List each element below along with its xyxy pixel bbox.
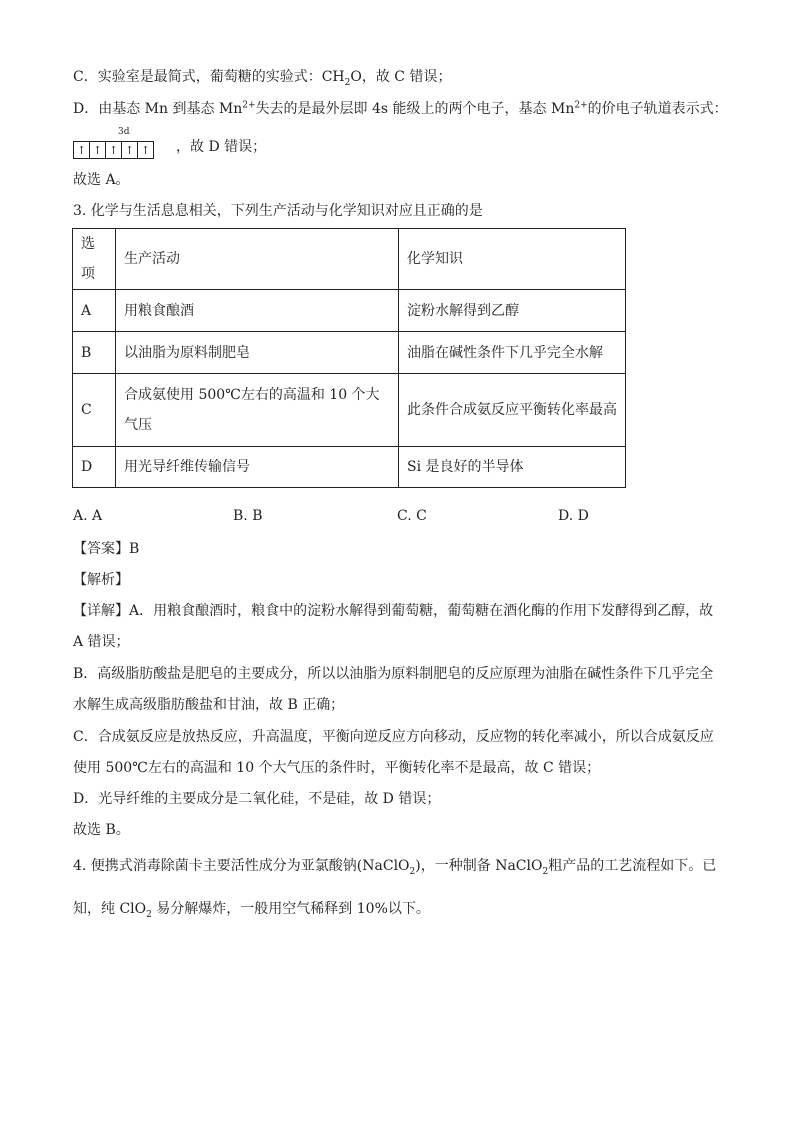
table-row (73, 332, 626, 374)
table-row (73, 447, 626, 488)
orbital-label: 3d (118, 127, 130, 137)
orbital-box: ↑ (105, 142, 121, 158)
table-cell: 淀粉水解得到乙醇 (399, 290, 626, 332)
table-cell: D (73, 447, 116, 488)
prev-conclusion: 故选 A。 (73, 172, 130, 188)
orbital-box: ↑ (89, 142, 105, 158)
table-header: 化学知识 (399, 229, 626, 290)
table-cell: A (73, 290, 116, 332)
answer-label: 【答案】B (73, 541, 140, 557)
table-row (73, 374, 626, 447)
orbital-tail: ，故 D 错误； (176, 139, 267, 155)
option-d: D. D (558, 508, 589, 524)
detail-line: 故选 B。 (73, 822, 130, 838)
table-row (73, 290, 626, 332)
detail-line: B．高级脂肪酸盐是肥皂的主要成分，所以以油脂为原料制肥皂的反应原理为油脂在碱性条件下几乎完全 (73, 666, 714, 682)
analysis-label: 【解析】 (73, 572, 129, 588)
table-cell: C (73, 374, 116, 447)
detail-line: 水解生成高级脂肪酸盐和甘油，故 B 正确； (73, 697, 345, 713)
table-header: 生产活动 (116, 229, 399, 290)
table-cell: 油脂在碱性条件下几乎完全水解 (399, 332, 626, 374)
detail-line: 使用 500℃左右的高温和 10 个大气压的条件时，平衡转化率不是最高，故 C 错误； (73, 760, 601, 776)
q4-stem-line1: 4. 便携式消毒除菌卡主要活性成分为亚氯酸钠(NaClO$_2$)，一种制备 NaClO$_2$粗产品的工艺流程如下。已 (73, 858, 717, 877)
detail-line: A 错误； (73, 634, 130, 650)
table-header-row (73, 229, 626, 290)
answer-line-d: D．由基态 Mn 到基态 $Mn^{2+}$失去的是最外层即 4s 能级上的两个电子，基态 $Mn^{2+}$的价电子轨道表示式： (73, 100, 728, 117)
table-header: 选项 (73, 229, 116, 290)
table-cell: 合成氨使用 500℃左右的高温和 10 个大气压 (116, 374, 399, 447)
detail-line: 【详解】A．用粮食酿酒时，粮食中的淀粉水解得到葡萄糖，葡萄糖在酒化酶的作用下发酵得到乙醇，故 (73, 603, 714, 619)
table-cell: 用粮食酿酒 (116, 290, 399, 332)
option-c: C. C (397, 508, 427, 524)
orbital-box: ↑ (137, 142, 153, 158)
table-cell: B (73, 332, 116, 374)
answer-line-c: C．实验室是最简式，葡萄糖的实验式：$CH_2O$，故 C 错误； (73, 69, 452, 88)
q4-stem-line2: 知，纯 ClO$_2$ 易分解爆炸，一般用空气稀释到 10%以下。 (73, 901, 430, 920)
orbital-diagram (73, 141, 154, 159)
option-b: B. B (233, 508, 263, 524)
table-cell: 用光导纤维传输信号 (116, 447, 399, 488)
q3-table (72, 228, 626, 488)
q3-stem: 3. 化学与生活息息相关，下列生产活动与化学知识对应且正确的是 (73, 203, 483, 219)
detail-line: D．光导纤维的主要成分是二氧化硅，不是硅，故 D 错误； (73, 791, 441, 807)
detail-line: C．合成氨反应是放热反应，升高温度，平衡向逆反应方向移动，反应物的转化率减小，所以合成氨反应 (73, 729, 714, 745)
table-cell: 以油脂为原料制肥皂 (116, 332, 399, 374)
table-cell: 此条件合成氨反应平衡转化率最高 (399, 374, 626, 447)
orbital-box: ↑ (121, 142, 137, 158)
orbital-box: ↑ (76, 143, 87, 157)
table-cell: Si 是良好的半导体 (399, 447, 626, 488)
option-a: A. A (73, 508, 103, 524)
